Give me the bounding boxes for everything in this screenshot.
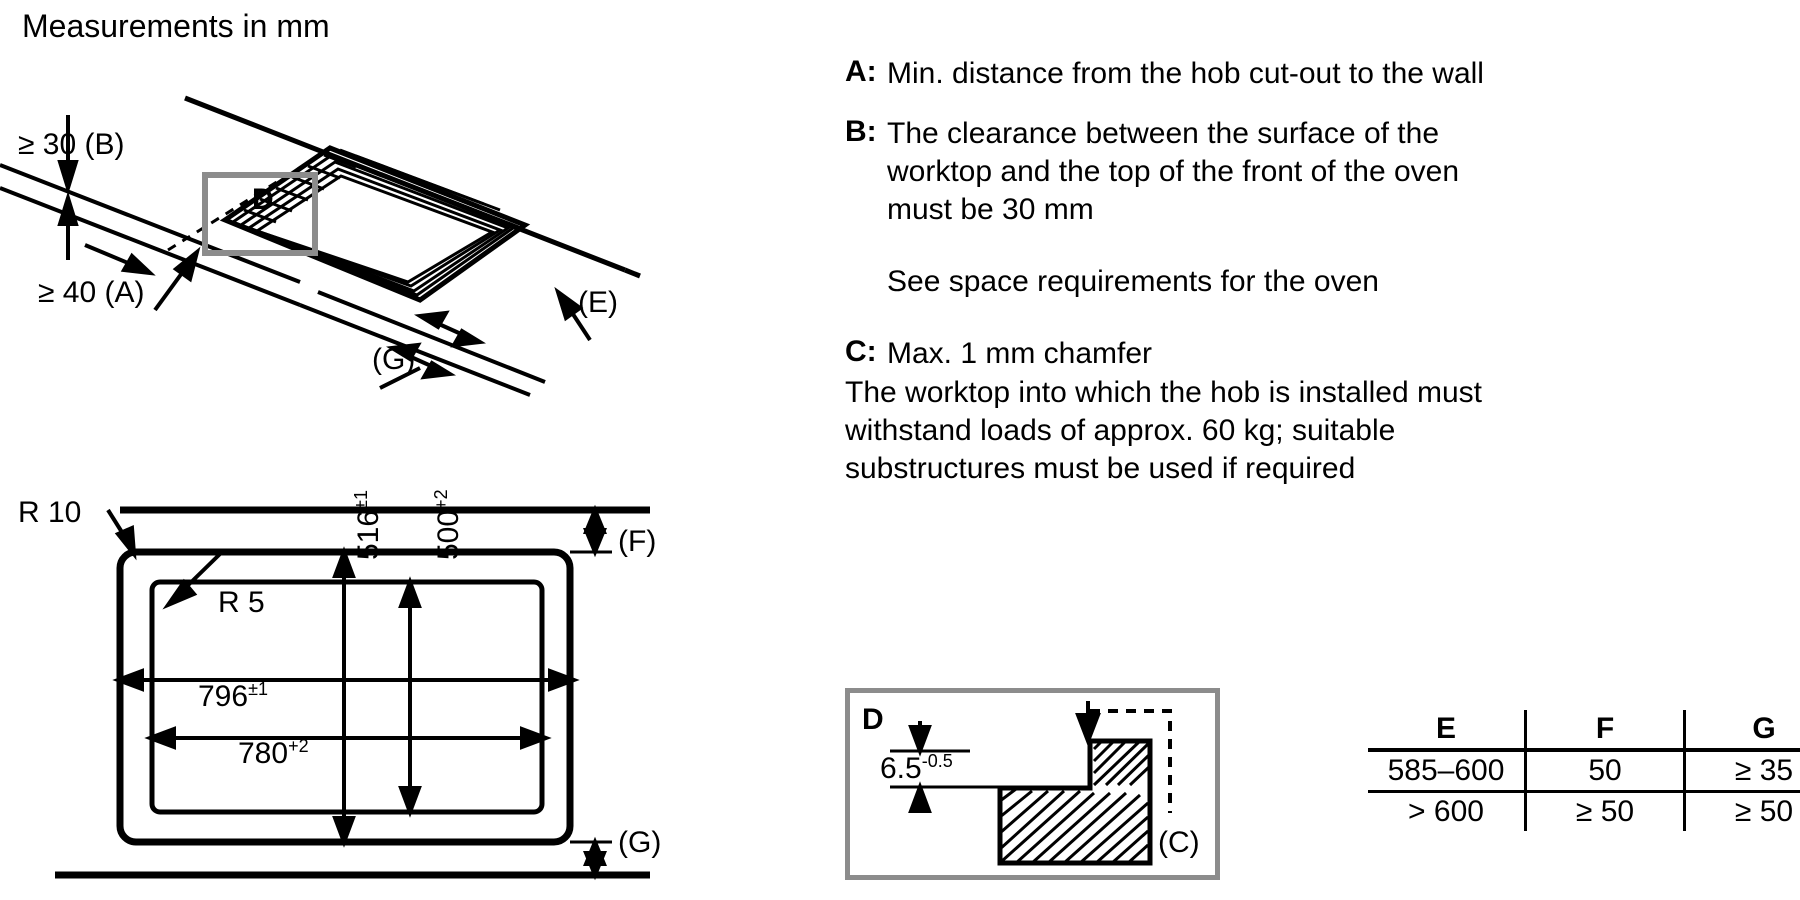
label-f: (F) xyxy=(618,525,657,558)
note-a xyxy=(845,55,1775,93)
dimension-depth-inner: $500^{+2}$ xyxy=(431,489,465,560)
label-e: (E) xyxy=(578,286,618,319)
table-header-row xyxy=(1368,710,1800,750)
note-c xyxy=(845,335,1775,373)
table-cell: ≥ 50 xyxy=(1526,792,1685,832)
label-g-top: (G) xyxy=(372,343,416,376)
label-radius-10: R 10 xyxy=(18,496,82,529)
table-header-e: E xyxy=(1368,710,1526,750)
note-b-key: B: xyxy=(845,115,877,149)
label-min-distance-a: ≥ 40 (A) xyxy=(38,276,145,309)
note-c-body: Max. 1 mm chamfer xyxy=(887,337,1153,371)
table-header-f: F xyxy=(1526,710,1685,750)
table-cell: > 600 xyxy=(1408,795,1484,828)
note-b xyxy=(845,115,1775,229)
table-cell: 50 xyxy=(1526,750,1685,792)
efg-dimension-table xyxy=(1368,710,1800,831)
label-detail-d-callout: D xyxy=(252,183,274,216)
page-title: Measurements in mm xyxy=(22,8,330,44)
table-cell: ≥ 50 xyxy=(1685,792,1800,832)
note-a-body: Min. distance from the hob cut-out to the wall xyxy=(887,57,1484,90)
label-g-bottom: (G) xyxy=(618,826,662,859)
detail-d-callout-c: (C) xyxy=(1158,826,1200,859)
table-row xyxy=(1368,750,1800,792)
detail-d-dimension: $6.5^{-0.5}$ xyxy=(880,751,953,785)
table-cell: 585–600 xyxy=(1368,750,1526,792)
dimension-depth-outer: $516^{\pm 1}$ xyxy=(351,490,385,560)
note-a-key: A: xyxy=(845,55,877,88)
note-c-key: C: xyxy=(845,335,877,369)
label-radius-5: R 5 xyxy=(218,586,265,619)
label-min-distance-b: ≥ 30 (B) xyxy=(18,128,125,161)
note-c-paragraph: The worktop into which the hob is installed must withstand loads of approx. 60 kg; suitable substructures must be used if required xyxy=(845,375,1482,485)
table-cell: ≥ 35 xyxy=(1685,750,1800,792)
notes-panel xyxy=(845,55,1775,488)
detail-d-label: D xyxy=(862,703,884,736)
table-header-g: G xyxy=(1685,710,1800,750)
note-oven-reference: See space requirements for the oven xyxy=(887,265,1379,299)
table-row xyxy=(1368,792,1800,832)
note-b-body: The clearance between the surface of the worktop and the top of the front of the oven must be 30 mm xyxy=(887,117,1460,227)
dimension-width-outer: $796^{\pm 1}$ xyxy=(198,679,268,713)
dimension-width-inner: $780^{+2}$ xyxy=(238,736,309,770)
